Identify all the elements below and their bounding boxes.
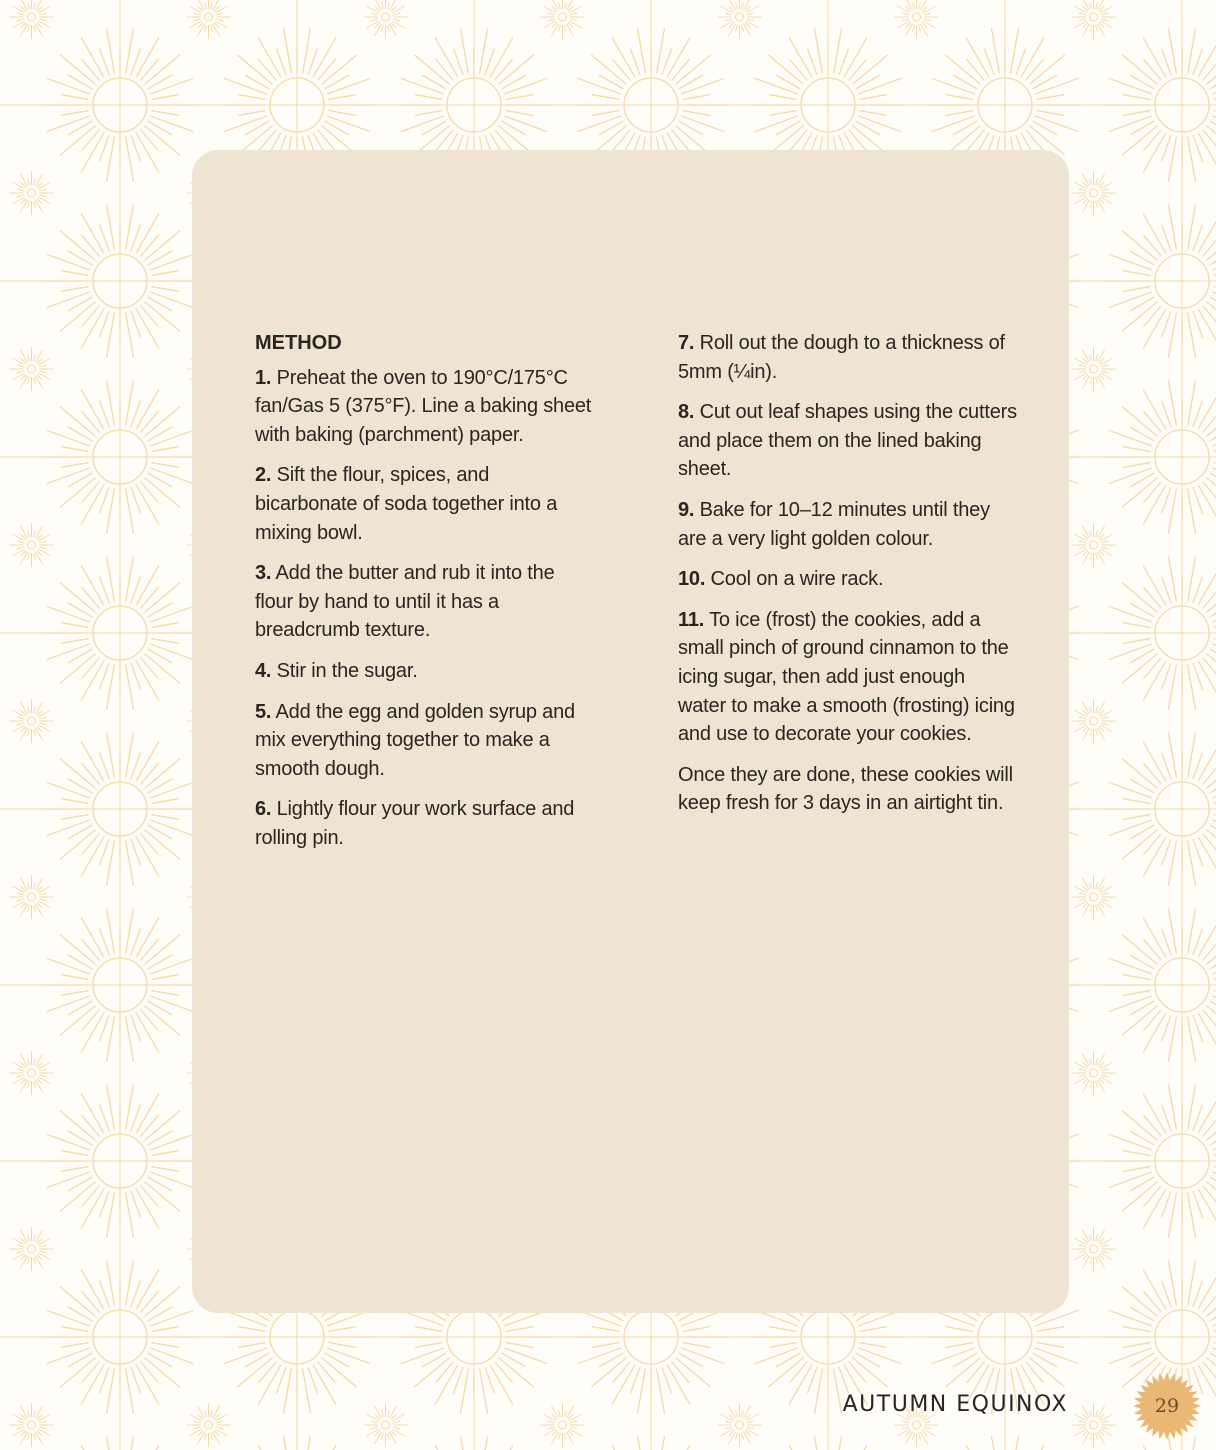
step-number: 4. xyxy=(255,659,272,682)
step-number: 2. xyxy=(255,464,272,487)
method-step xyxy=(678,606,1018,749)
step-number: 9. xyxy=(678,498,695,521)
step-number: 6. xyxy=(255,798,272,821)
step-number: 7. xyxy=(678,332,695,354)
step-text: Lightly flour your work surface and rolling pin. xyxy=(255,798,575,849)
step-number: 10. xyxy=(678,568,706,591)
step-number: 1. xyxy=(255,366,272,389)
closing-note: Once they are done, these cookies will keep fresh for 3 days in an airtight tin. xyxy=(678,763,1013,815)
method-column-right xyxy=(678,329,1018,830)
method-step xyxy=(255,657,595,686)
step-text: Roll out the dough to a thickness of 5mm (¼in). xyxy=(678,332,1005,383)
method-step xyxy=(678,329,1018,386)
step-number: 8. xyxy=(678,401,695,424)
method-step xyxy=(678,398,1018,484)
method-column-left xyxy=(255,329,595,865)
step-number: 3. xyxy=(255,562,272,585)
method-step xyxy=(255,461,595,547)
step-text: Cut out leaf shapes using the cutters and place them on the lined baking sheet. xyxy=(678,401,1017,481)
method-step xyxy=(255,559,595,645)
section-title: AUTUMN EQUINOX xyxy=(842,1392,1068,1417)
step-text: Preheat the oven to 190°C/175°C fan/Gas 5 (375°F). Line a baking sheet with baking (parchment) paper. xyxy=(255,366,592,446)
method-heading: METHOD xyxy=(255,332,342,354)
step-text: Add the egg and golden syrup and mix everything together to make a smooth dough. xyxy=(255,700,575,780)
step-number: 11. xyxy=(678,608,705,631)
step-text: Sift the flour, spices, and bicarbonate of soda together into a mixing bowl. xyxy=(255,464,558,544)
step-text: Bake for 10–12 minutes until they are a very light golden colour. xyxy=(678,498,990,550)
step-text: To ice (frost) the cookies, add a small pinch of ground cinnamon to the icing sugar, then add just enough water to make a smooth (frosting) icing and use to decorate your cookies. xyxy=(678,608,1015,746)
method-step xyxy=(255,364,595,450)
method-step xyxy=(678,496,1018,553)
step-text: Stir in the sugar. xyxy=(271,659,418,682)
step-text: Cool on a wire rack. xyxy=(705,568,884,591)
step-number: 5. xyxy=(255,700,272,723)
page-number: 29 xyxy=(1154,1395,1180,1417)
method-step xyxy=(255,698,595,784)
step-text: Add the butter and rub it into the flour by hand to until it has a breadcrumb texture. xyxy=(255,562,555,642)
method-step xyxy=(255,795,595,852)
method-step xyxy=(678,565,1018,594)
